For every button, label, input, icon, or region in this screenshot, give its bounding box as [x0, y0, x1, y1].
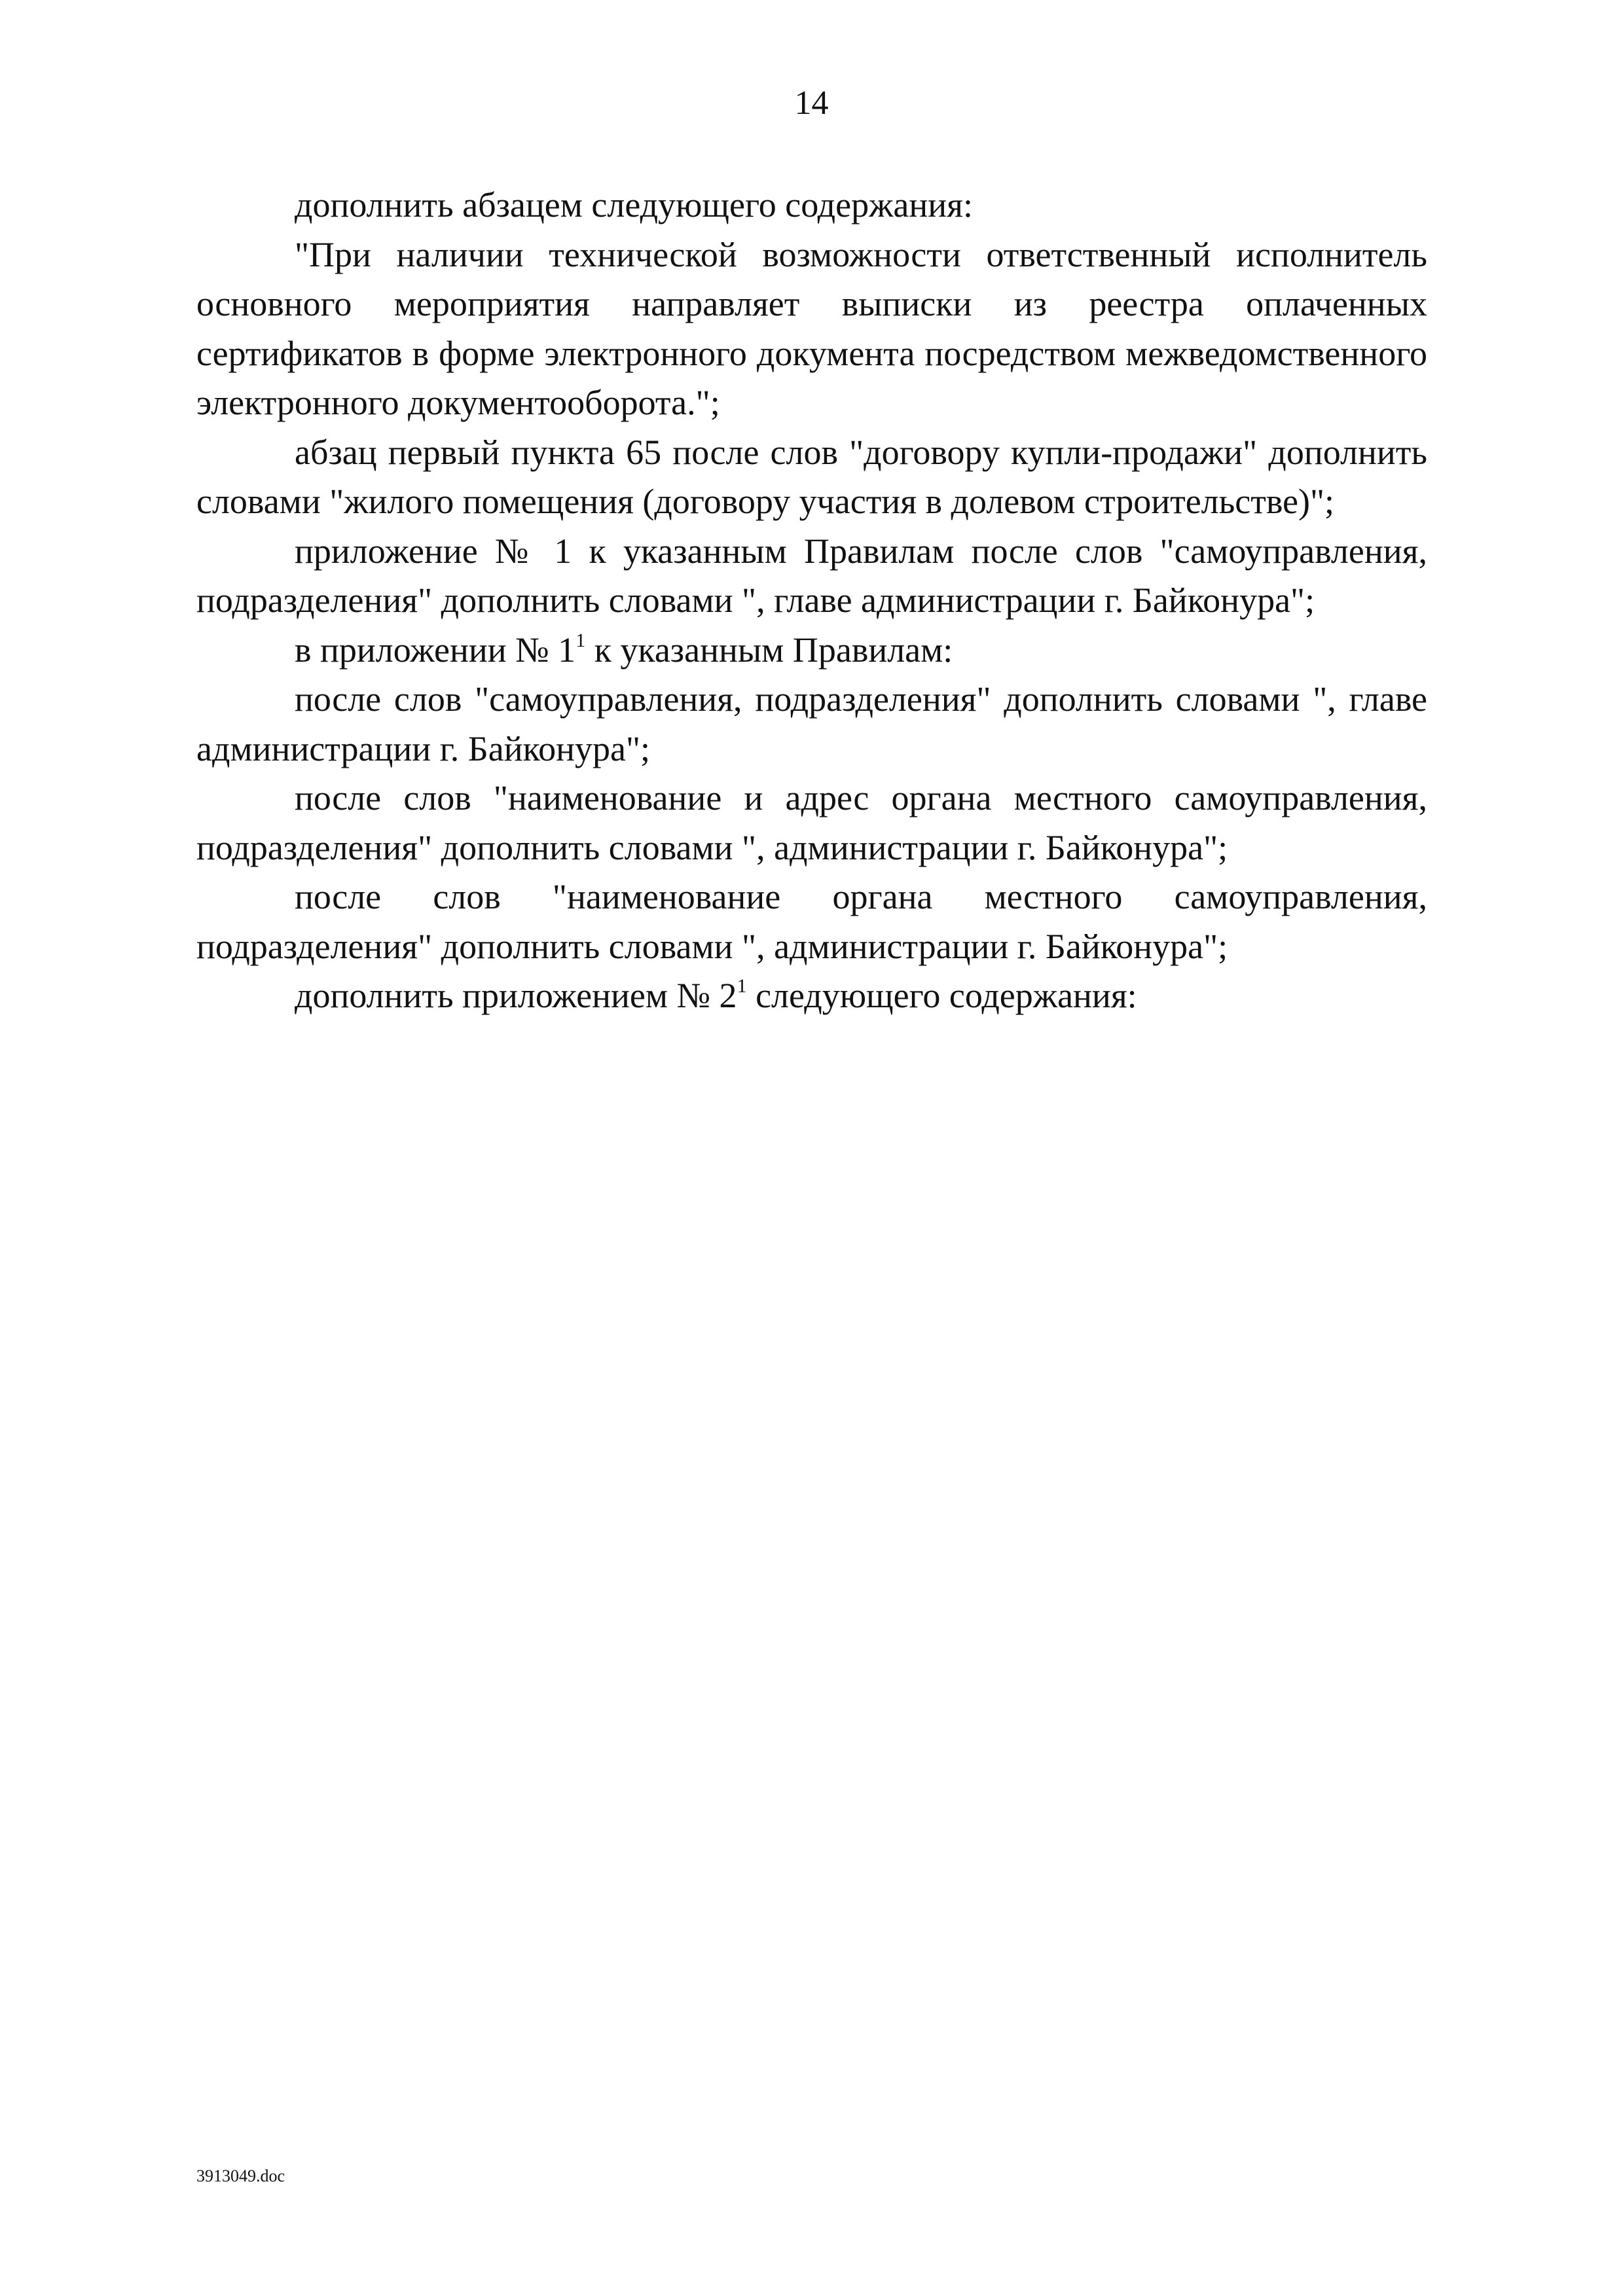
paragraph-text: после слов "самоуправления, подразделения" дополнить словами ", главе администрации г. Байконура"; — [196, 679, 1427, 768]
paragraph — [196, 527, 1427, 626]
paragraph-text: "При наличии технической возможности ответственный исполнитель основного мероприятия направляет выписки из реестра оплаченных сертификатов в форме электронного документа посредством межведомственного электронного документооборота."; — [196, 234, 1427, 422]
paragraph-text: в приложении № 1 — [295, 630, 576, 670]
paragraph-text: дополнить приложением № 2 — [295, 976, 737, 1015]
superscript: 1 — [737, 975, 747, 997]
paragraph-text: дополнить абзацем следующего содержания: — [295, 185, 974, 224]
paragraph-text: после слов "наименование органа местного самоуправления, подразделения" дополнить словами ", администрации г. Байконура"; — [196, 877, 1427, 966]
paragraph — [196, 971, 1427, 1021]
paragraph-text: приложение № 1 к указанным Правилам после слов "самоуправления, подразделения" дополнить словами ", главе администрации г. Байконура"; — [196, 531, 1427, 620]
paragraph — [196, 181, 1427, 230]
paragraph — [196, 774, 1427, 872]
paragraph — [196, 872, 1427, 971]
paragraph-text: после слов "наименование и адрес органа местного самоуправления, подразделения" дополнить словами ", администрации г. Байконура"; — [196, 778, 1427, 867]
paragraph — [196, 626, 1427, 675]
paragraph-text: абзац первый пункта 65 после слов "договору купли-продажи" дополнить словами "жилого помещения (договору участия в долевом строительстве)"; — [196, 432, 1427, 521]
paragraph — [196, 428, 1427, 527]
document-body — [196, 181, 1427, 1021]
document-id: 3913049.doc — [196, 2166, 285, 2185]
superscript: 1 — [575, 629, 586, 651]
page-number: 14 — [794, 84, 829, 122]
paragraph-text: к указанным Правилам: — [585, 630, 953, 670]
paragraph-text: следующего содержания: — [746, 976, 1137, 1015]
paragraph — [196, 675, 1427, 774]
paragraph — [196, 230, 1427, 428]
